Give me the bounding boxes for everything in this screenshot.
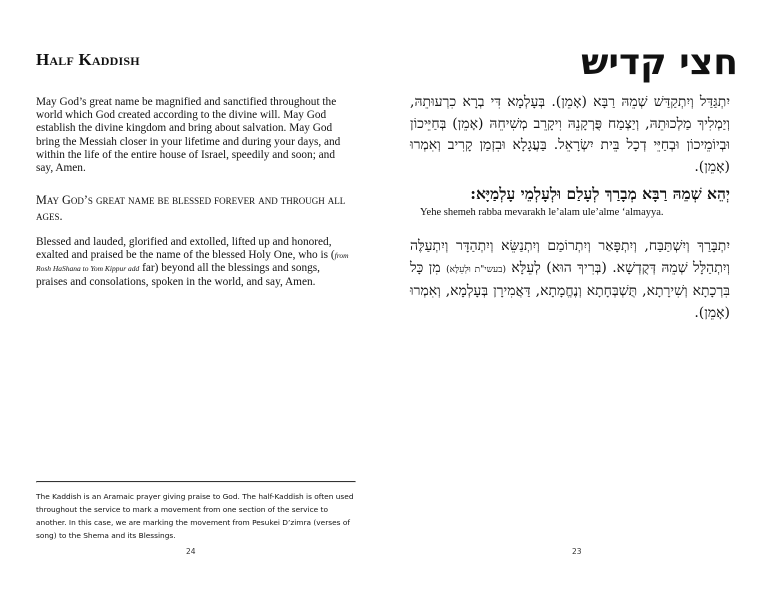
hebrew-paragraph-2-start: יִתְבָּרַךְ וְיִשְׁתַּבַּח, וְיִתְפָּאַר וְיִתְרוֹמַם וְיִתְנַשֵּׂא וְיִתְהַדָּר וְיִתְעַלֶּה וְיִתְהַלָּל שְׁמֵהּ דְּקֻדְשָׁא. (בְּרִיךְ הוּא) לְעֵלָּא — [410, 238, 730, 276]
english-paragraph-2 — [36, 236, 354, 289]
hebrew-high-holiday-note: (בעשי"ת וּלְעֵלָּא) — [446, 264, 506, 275]
hebrew-congregational-response: יְהֵא שְׁמֵהּ רַבָּא מְבָרַךְ לְעָלַם וּלְעָלְמֵי עָלְמַיָּא: — [470, 184, 730, 203]
english-paragraph-1: May God’s great name be magnified and sanctified throughout the world which God created according to the divine will. May God establish the divine kingdom and bring about salvation. May God bring the Messiah closer in your lifetime and during your days, and within the life of the entire house of Israel, speedily and soon; and say, Amen. — [36, 96, 341, 175]
page-number-left: 24 — [186, 547, 196, 556]
english-title: Half Kaddish — [36, 50, 140, 69]
footnote-divider — [36, 481, 356, 483]
english-congregational-response: May God’s great name be blessed forever and through all ages. — [36, 193, 346, 223]
high-holiday-note: from Rosh HaShana to Yom Kippur add — [36, 251, 349, 274]
hebrew-paragraph-1: יִתְגַּדַּל וְיִתְקַדַּשׁ שְׁמֵהּ רַבָּא (אָמֵן). בְּעָלְמָא דִּי בְרָא כִרְעוּתֵהּ, וְיַמְלִיךְ מַלְכוּתֵהּ, וְיַצְמַח פֻּרְקָנֵהּ וִיקָרֵב מְשִׁיחֵהּ (אָמֵן) בְּחַיֵּיכוֹן וּבְיוֹמֵיכוֹן וּבְחַיֵּי דְכָל בֵּית יִשְׂרָאֵל. בַּעֲגָלָא וּבִזְמַן קָרִיב וְאִמְרוּ (אָמֵן). — [410, 94, 730, 175]
right-page — [384, 0, 768, 594]
transliteration: Yehe shemeh rabba mevarakh le’alam ule’alme ‘almayya. — [420, 207, 664, 218]
english-paragraph-2-start: Blessed and lauded, glorified and extolled, lifted up and honored, exalted and praised be the name of the blessed Holy One, who is ( — [36, 236, 335, 262]
page-number-right: 23 — [572, 547, 582, 556]
footnote: The Kaddish is an Aramaic prayer giving praise to God. The half-Kaddish is often used throughout the service to mark a movement from one section of the service to another. In this case, we are marking the movement from Pesukei D’zimra (verses of song) to the Shema and its Blessings. — [36, 492, 354, 540]
hebrew-paragraph-2-end: מִן כָּל בִּרְכָתָא וְשִׁירָתָא, תֻּשְׁבְּחָתָא וְנֶחֱמָתָא, דַּאֲמִירָן בְּעָלְמָא, וְאִמְרוּ (אָמֵן). — [410, 259, 730, 321]
hebrew-paragraph-2 — [410, 236, 730, 324]
hebrew-title: חצי קדיש — [581, 42, 738, 83]
english-paragraph-2-end: far) beyond all the blessings and songs, praises and consolations, spoken in the world, and say, Amen. — [36, 262, 320, 288]
